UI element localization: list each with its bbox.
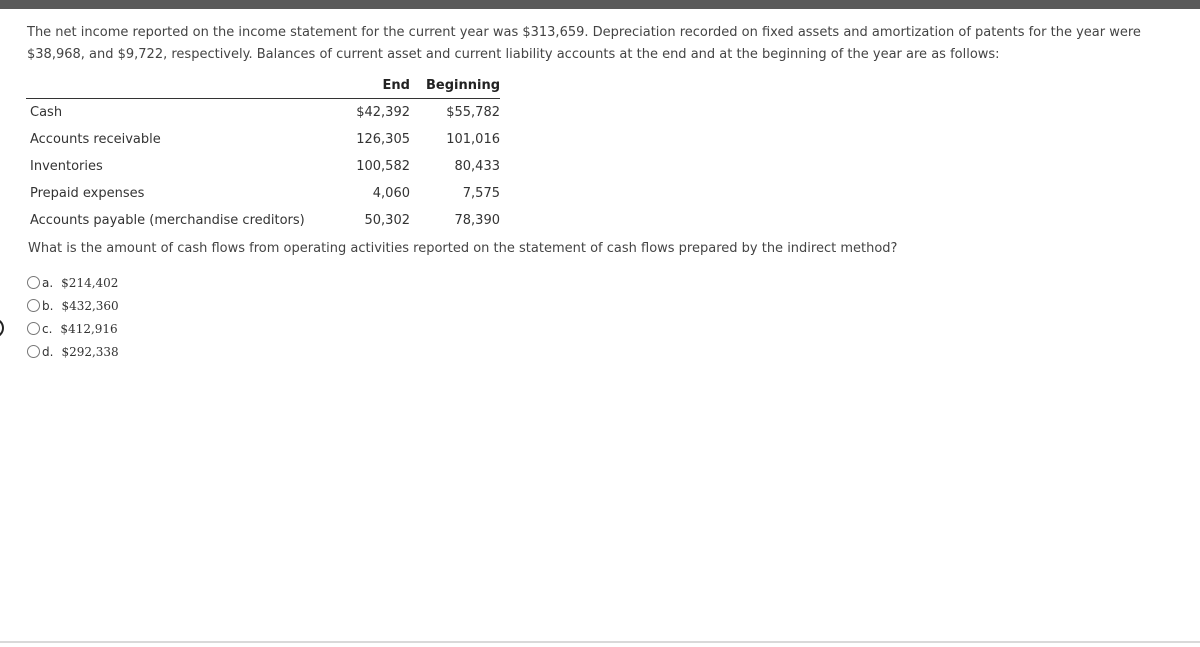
header-end: End	[344, 73, 410, 99]
focus-indicator	[0, 318, 4, 338]
header-beginning: Beginning	[410, 73, 500, 99]
row-label: Cash	[30, 105, 63, 120]
choice-letter: d.	[42, 344, 54, 359]
row-beginning-value: 78,390	[454, 213, 500, 228]
row-end-value: $42,392	[356, 105, 410, 120]
row-beginning-value: 101,016	[446, 132, 500, 147]
choice-amount: $412,916	[60, 321, 118, 336]
choice-amount: $214,402	[61, 275, 119, 290]
answer-choices	[27, 271, 119, 363]
top-bar	[0, 0, 1200, 9]
row-end-value: 50,302	[364, 213, 410, 228]
choice-amount: $292,338	[61, 344, 119, 359]
choice-b[interactable]	[27, 294, 119, 317]
choice-letter: a.	[42, 275, 54, 290]
table-row	[26, 99, 500, 127]
table-header-row	[26, 73, 500, 99]
row-label: Accounts payable (merchandise creditors)	[30, 213, 305, 228]
table-row	[26, 180, 500, 207]
row-beginning-value: 80,433	[454, 159, 500, 174]
row-label: Prepaid expenses	[30, 186, 145, 201]
row-end-value: 100,582	[356, 159, 410, 174]
row-end-value: 126,305	[356, 132, 410, 147]
problem-statement: The net income reported on the income statement for the current year was $313,659. Depreciation recorded on fixed assets and amortization of patents for the year were $38,968, and $9,722, respectively. Balances of current asset and current liability accounts at the end and at the beginning of the year are as follows:	[27, 25, 1141, 62]
table-row	[26, 126, 500, 153]
radio-button-b[interactable]	[27, 299, 40, 312]
choice-letter: c.	[42, 321, 53, 336]
radio-button-d[interactable]	[27, 345, 40, 358]
row-label: Inventories	[30, 159, 103, 174]
row-label: Accounts receivable	[30, 132, 161, 147]
choice-amount: $432,360	[61, 298, 119, 313]
table-row	[26, 153, 500, 180]
choice-letter: b.	[42, 298, 54, 313]
row-beginning-value: $55,782	[446, 105, 500, 120]
choice-d[interactable]	[27, 340, 119, 363]
header-label-blank	[26, 73, 344, 99]
radio-button-c[interactable]	[27, 322, 40, 335]
balances-table	[26, 73, 500, 234]
table-row	[26, 207, 500, 234]
row-end-value: 4,060	[372, 186, 410, 201]
radio-button-a[interactable]	[27, 276, 40, 289]
choice-a[interactable]	[27, 271, 119, 294]
choice-c[interactable]	[27, 317, 119, 340]
bottom-divider	[0, 641, 1200, 643]
row-beginning-value: 7,575	[462, 186, 500, 201]
question-text: What is the amount of cash flows from operating activities reported on the statement of cash flows prepared by the indirect method?	[28, 241, 898, 256]
